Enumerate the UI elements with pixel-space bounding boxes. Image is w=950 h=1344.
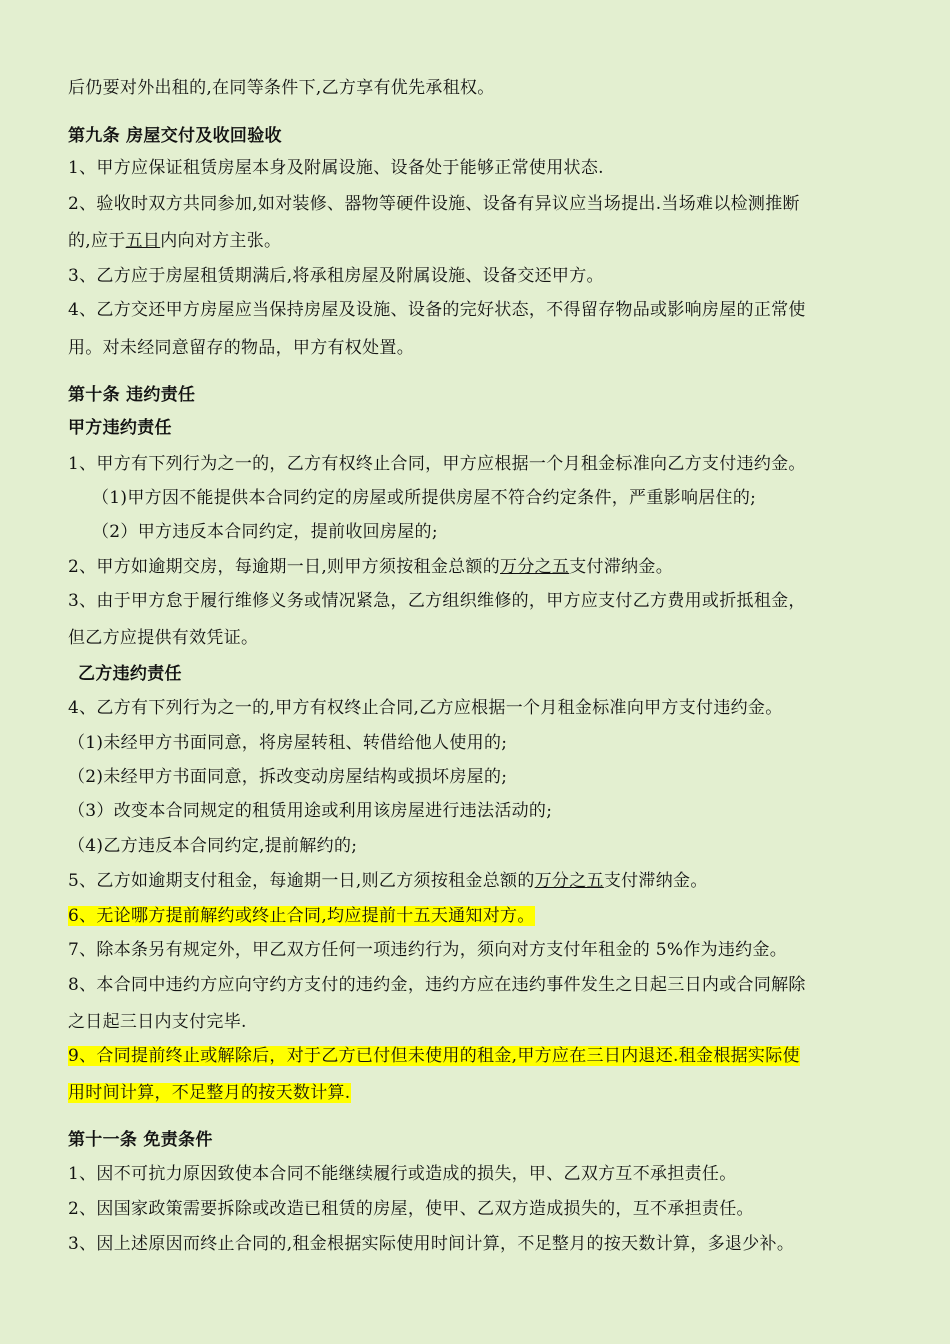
clause-10-6 (68, 904, 535, 928)
clause-10-9-cont (68, 1081, 351, 1105)
clause-10-9 (68, 1044, 800, 1068)
text-span: 内向对方主张。 (160, 231, 282, 251)
clause-9-4: 4、乙方交还甲方房屋应当保持房屋及设施、设备的完好状态，不得留存物品或影响房屋的正常使 (68, 300, 806, 320)
clause-10-3-cont: 但乙方应提供有效凭证。 (68, 628, 259, 648)
subheading-party-b-breach: 乙方违约责任 (78, 664, 182, 684)
clause-9-1: 1、甲方应保证租赁房屋本身及附属设施、设备处于能够正常使用状态. (68, 158, 604, 178)
highlighted-text: 9、合同提前终止或解除后，对于乙方已付但未使用的租金,甲方应在三日内退还.租金根据实际使 (68, 1046, 800, 1066)
clause-10-1-item-1: （1)甲方因不能提供本合同约定的房屋或所提供房屋不符合约定条件，严重影响居住的; (92, 488, 757, 508)
text-span: 2、甲方如逾期交房，每逾期一日,则甲方须按租金总额的 (68, 557, 501, 577)
clause-11-3: 3、因上述原因而终止合同的,租金根据实际使用时间计算，不足整月的按天数计算，多退少补。 (68, 1234, 795, 1254)
clause-10-4-item-1: （1)未经甲方书面同意，将房屋转租、转借给他人使用的; (68, 733, 508, 753)
clause-11-2: 2、因国家政策需要拆除或改造已租赁的房屋，使甲、乙双方造成损失的，互不承担责任。 (68, 1199, 754, 1219)
section-heading-article-9: 第九条 房屋交付及收回验收 (68, 126, 282, 146)
clause-9-2: 2、验收时双方共同参加,如对装修、器物等硬件设施、设备有异议应当场提出.当场难以检测推断 (68, 194, 800, 214)
underlined-term: 万分之五 (534, 871, 604, 891)
clause-10-3: 3、由于甲方怠于履行维修义务或情况紧急，乙方组织维修的，甲方应支付乙方费用或折抵租金， (68, 591, 806, 611)
section-heading-article-10: 第十条 违约责任 (68, 385, 196, 405)
clause-10-4-item-3: （3）改变本合同规定的租赁用途或利用该房屋进行违法活动的; (68, 801, 553, 821)
clause-10-1: 1、甲方有下列行为之一的，乙方有权终止合同，甲方应根据一个月租金标准向乙方支付违约金。 (68, 454, 806, 474)
subheading-party-a-breach: 甲方违约责任 (68, 418, 172, 438)
underlined-term: 万分之五 (500, 557, 570, 577)
text-span: 的,应于 (68, 231, 126, 251)
highlighted-text: 6、无论哪方提前解约或终止合同,均应提前十五天通知对方。 (68, 906, 535, 926)
clause-10-7: 7、除本条另有规定外，甲乙双方任何一项违约行为，须向对方支付年租金的 5%作为违约金。 (68, 940, 788, 960)
clause-10-4-item-2: （2)未经甲方书面同意，拆改变动房屋结构或损坏房屋的; (68, 767, 508, 787)
clause-9-4-cont: 用。对未经同意留存的物品，甲方有权处置。 (68, 338, 414, 358)
highlighted-text: 用时间计算，不足整月的按天数计算. (68, 1083, 351, 1103)
clause-9-2-cont (68, 229, 281, 253)
clause-10-5 (68, 869, 708, 893)
clause-10-4: 4、乙方有下列行为之一的,甲方有权终止合同,乙方应根据一个月租金标准向甲方支付违约金。 (68, 698, 783, 718)
clause-10-4-item-4: （4)乙方违反本合同约定,提前解约的; (68, 836, 358, 856)
clause-9-3: 3、乙方应于房屋租赁期满后,将承租房屋及附属设施、设备交还甲方。 (68, 266, 604, 286)
clause-10-8-cont: 之日起三日内支付完毕. (68, 1012, 247, 1032)
clause-11-1: 1、因不可抗力原因致使本合同不能继续履行或造成的损失，甲、乙双方互不承担责任。 (68, 1164, 737, 1184)
clause-10-2 (68, 555, 673, 579)
section-heading-article-11: 第十一条 免责条件 (68, 1130, 213, 1150)
text-span: 支付滞纳金。 (569, 557, 674, 577)
text-span: 5、乙方如逾期支付租金，每逾期一日,则乙方须按租金总额的 (68, 871, 535, 891)
clause-10-8: 8、本合同中违约方应向守约方支付的违约金，违约方应在违约事件发生之日起三日内或合同解除 (68, 975, 806, 995)
clause-10-1-item-2: （2）甲方违反本合同约定，提前收回房屋的; (92, 522, 438, 542)
paragraph-line: 后仍要对外出租的,在同等条件下,乙方享有优先承租权。 (68, 78, 495, 98)
underlined-term: 五日 (125, 231, 161, 251)
text-span: 支付滞纳金。 (603, 871, 708, 891)
